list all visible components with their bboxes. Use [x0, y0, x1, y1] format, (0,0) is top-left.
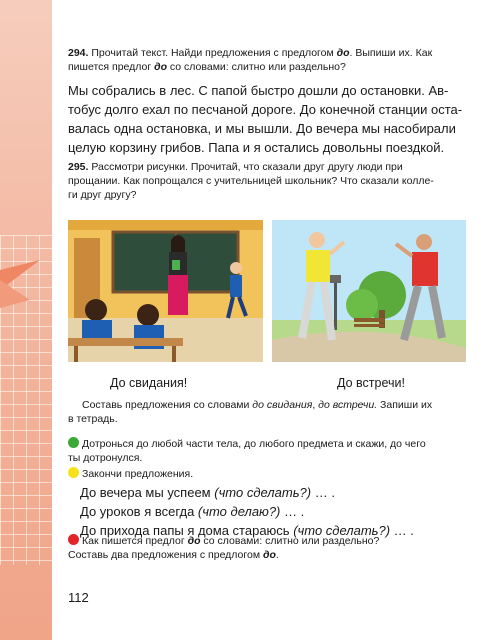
- task-295: 295. Рассмотри рисунки. Прочитай, что сказали друг другу люди при прощании. Как попрощался с учительницей школьник? Что сказали колле- ги друг другу?: [68, 161, 434, 201]
- yellow-circle-icon: [68, 467, 79, 478]
- yellow-task: Закончи предложения.: [68, 467, 472, 481]
- task-294-number: 294.: [68, 47, 89, 59]
- classroom-illustration: [68, 220, 263, 362]
- red-circle-icon: [68, 534, 79, 545]
- yellow-sentences: До вечера мы успеем (что сделать?) … . До уроков я всегда (что делаю?) … . До прихода папы я дома стараюсь (что сделать?) … .: [80, 485, 414, 538]
- compose-task: Составь предложения со словами до свидания, до встречи. Запиши их в тетрадь.: [68, 399, 433, 425]
- margin-triangles-icon: [0, 250, 52, 310]
- park-illustration: [272, 220, 466, 362]
- task-294: 294. Прочитай текст. Найди предложения с предлогом до. Выпиши их. Как пишется предлог до со словами: слитно или раздельно?: [68, 47, 433, 73]
- green-circle-icon: [68, 437, 79, 448]
- decorative-margin: [0, 0, 52, 640]
- story-text: Мы собрались в лес. С папой быстро дошли до остановки. Ав- тобус долго ехал по песчаной дороге. До конечной станции оста- валась одна остановка, и мы вышли. До вечера мы насобирали целую корзину грибов. Папа и я остались довольны поездкой.: [68, 83, 463, 155]
- task-295-number: 295.: [68, 161, 89, 173]
- caption-left: До свидания!: [110, 376, 188, 390]
- page-number: 112: [68, 590, 89, 605]
- caption-right: До встречи!: [337, 376, 405, 390]
- green-task: Дотронься до любой части тела, до любого предмета и скажи, до чего ты дотронулся.: [68, 438, 426, 464]
- red-task: Как пишется предлог до со словами: слитно или раздельно? Составь два предложения с предлогом до.: [68, 535, 380, 561]
